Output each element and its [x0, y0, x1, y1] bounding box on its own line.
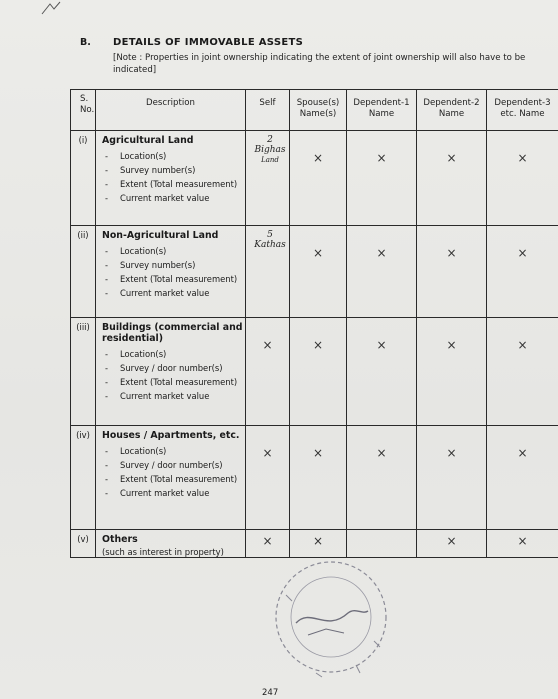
handwritten-line-2: Land: [261, 156, 279, 164]
cell-self: [246, 426, 290, 530]
asset-category: Non-Agricultural Land: [102, 230, 219, 241]
table-row: [71, 530, 558, 558]
cross-mark: ×: [262, 446, 273, 460]
cross-mark: ×: [446, 246, 457, 260]
cell-self: [246, 530, 290, 558]
cross-mark: ×: [517, 246, 528, 260]
asset-detail-item: - Survey / door number(s): [96, 363, 245, 374]
cell-dependent2: [417, 318, 487, 426]
cross-mark: ×: [446, 534, 457, 548]
cross-mark: ×: [517, 338, 528, 352]
corner-scribble: [40, 0, 62, 18]
table-row: [71, 426, 558, 530]
section-letter: B.: [80, 37, 91, 48]
asset-detail-item: - Current market value: [96, 391, 245, 402]
asset-detail-item: - Survey number(s): [96, 165, 245, 176]
asset-detail-item: - Survey / door number(s): [96, 460, 245, 471]
header-dependent-1: Dependent-1 Name: [347, 90, 417, 131]
cell-dependent3: [487, 530, 558, 558]
cell-dependent3: [487, 318, 558, 426]
row-description: [96, 226, 246, 318]
asset-detail-item: - Location(s): [96, 151, 245, 162]
row-sno: (i): [71, 131, 96, 226]
asset-detail-item: - Extent (Total measurement): [96, 377, 245, 388]
cell-dependent3: [487, 426, 558, 530]
handwritten-entry: [251, 135, 289, 165]
cross-mark: [347, 530, 416, 534]
cross-mark: ×: [312, 151, 324, 165]
section-title: DETAILS OF IMMOVABLE ASSETS: [113, 37, 304, 48]
row-sno: (ii): [71, 226, 96, 318]
cross-mark: ×: [517, 446, 528, 460]
section-note: [Note : Properties in joint ownership indicating the extent of joint ownership will also have to be indicated]: [113, 53, 526, 75]
cell-dependent3: [487, 226, 558, 318]
official-stamp: [256, 555, 406, 690]
asset-category: Buildings (commercial and residential): [102, 322, 243, 344]
cell-dependent1: [347, 318, 417, 426]
cell-spouse: [290, 226, 347, 318]
asset-detail-item: - Survey number(s): [96, 260, 245, 271]
cell-spouse: [290, 318, 347, 426]
cross-mark: ×: [312, 534, 324, 548]
cell-dependent2: [417, 131, 487, 226]
header-description: Description: [96, 90, 246, 131]
row-description: [96, 530, 246, 558]
header-dependent-2: Dependent-2 Name: [417, 90, 487, 131]
cell-dependent1: [347, 131, 417, 226]
handwritten-line-1: 5 Kathas: [254, 230, 286, 250]
asset-category-note: (such as interest in property): [102, 547, 224, 557]
cross-mark: ×: [262, 534, 273, 548]
table-row: [71, 131, 558, 226]
cell-dependent2: [417, 530, 487, 558]
immovable-assets-table: [70, 89, 558, 558]
cross-mark: ×: [312, 446, 324, 460]
cross-mark: ×: [376, 151, 387, 165]
asset-category: Others: [102, 534, 138, 545]
cell-dependent1: [347, 530, 417, 558]
header-spouse: Spouse(s) Name(s): [290, 90, 347, 131]
cell-spouse: [290, 131, 347, 226]
asset-detail-item: - Extent (Total measurement): [96, 474, 245, 485]
cross-mark: ×: [446, 446, 457, 460]
asset-detail-item: - Extent (Total measurement): [96, 179, 245, 190]
cell-dependent2: [417, 226, 487, 318]
cell-dependent3: [487, 131, 558, 226]
row-description: [96, 426, 246, 530]
cross-mark: ×: [312, 338, 324, 352]
asset-detail-item: - Current market value: [96, 288, 245, 299]
table-row: [71, 226, 558, 318]
cell-self: [246, 318, 290, 426]
cross-mark: ×: [446, 338, 457, 352]
cell-dependent2: [417, 426, 487, 530]
cross-mark: ×: [517, 151, 528, 165]
row-sno: (iii): [71, 318, 96, 426]
asset-detail-item: - Current market value: [96, 488, 245, 499]
handwritten-entry: [251, 230, 289, 250]
asset-detail-item: - Location(s): [96, 246, 245, 257]
row-sno: (iv): [71, 426, 96, 530]
table-row: [71, 318, 558, 426]
asset-detail-item: - Location(s): [96, 349, 245, 360]
row-sno: (v): [71, 530, 96, 558]
cell-dependent1: [347, 426, 417, 530]
header-sno: S. No.: [71, 90, 96, 131]
cell-self: [246, 226, 290, 318]
cell-dependent1: [347, 226, 417, 318]
cell-self: [246, 131, 290, 226]
cross-mark: ×: [446, 151, 457, 165]
asset-detail-item: - Current market value: [96, 193, 245, 204]
header-dependent-3: Dependent-3 etc. Name: [487, 90, 558, 131]
asset-detail-item: - Extent (Total measurement): [96, 274, 245, 285]
row-description: [96, 131, 246, 226]
page-number: 247: [262, 688, 279, 698]
cross-mark: ×: [376, 338, 387, 352]
cross-mark: ×: [376, 246, 387, 260]
cross-mark: ×: [517, 534, 528, 548]
cell-spouse: [290, 530, 347, 558]
cross-mark: ×: [376, 446, 387, 460]
cross-mark: ×: [262, 338, 273, 352]
row-description: [96, 318, 246, 426]
handwritten-line-1: 2 Bighas: [254, 135, 286, 155]
cross-mark: ×: [312, 246, 324, 260]
cell-spouse: [290, 426, 347, 530]
asset-category: Agricultural Land: [102, 135, 194, 146]
asset-detail-item: - Location(s): [96, 446, 245, 457]
header-self: Self: [246, 90, 290, 131]
asset-category: Houses / Apartments, etc.: [102, 430, 240, 441]
